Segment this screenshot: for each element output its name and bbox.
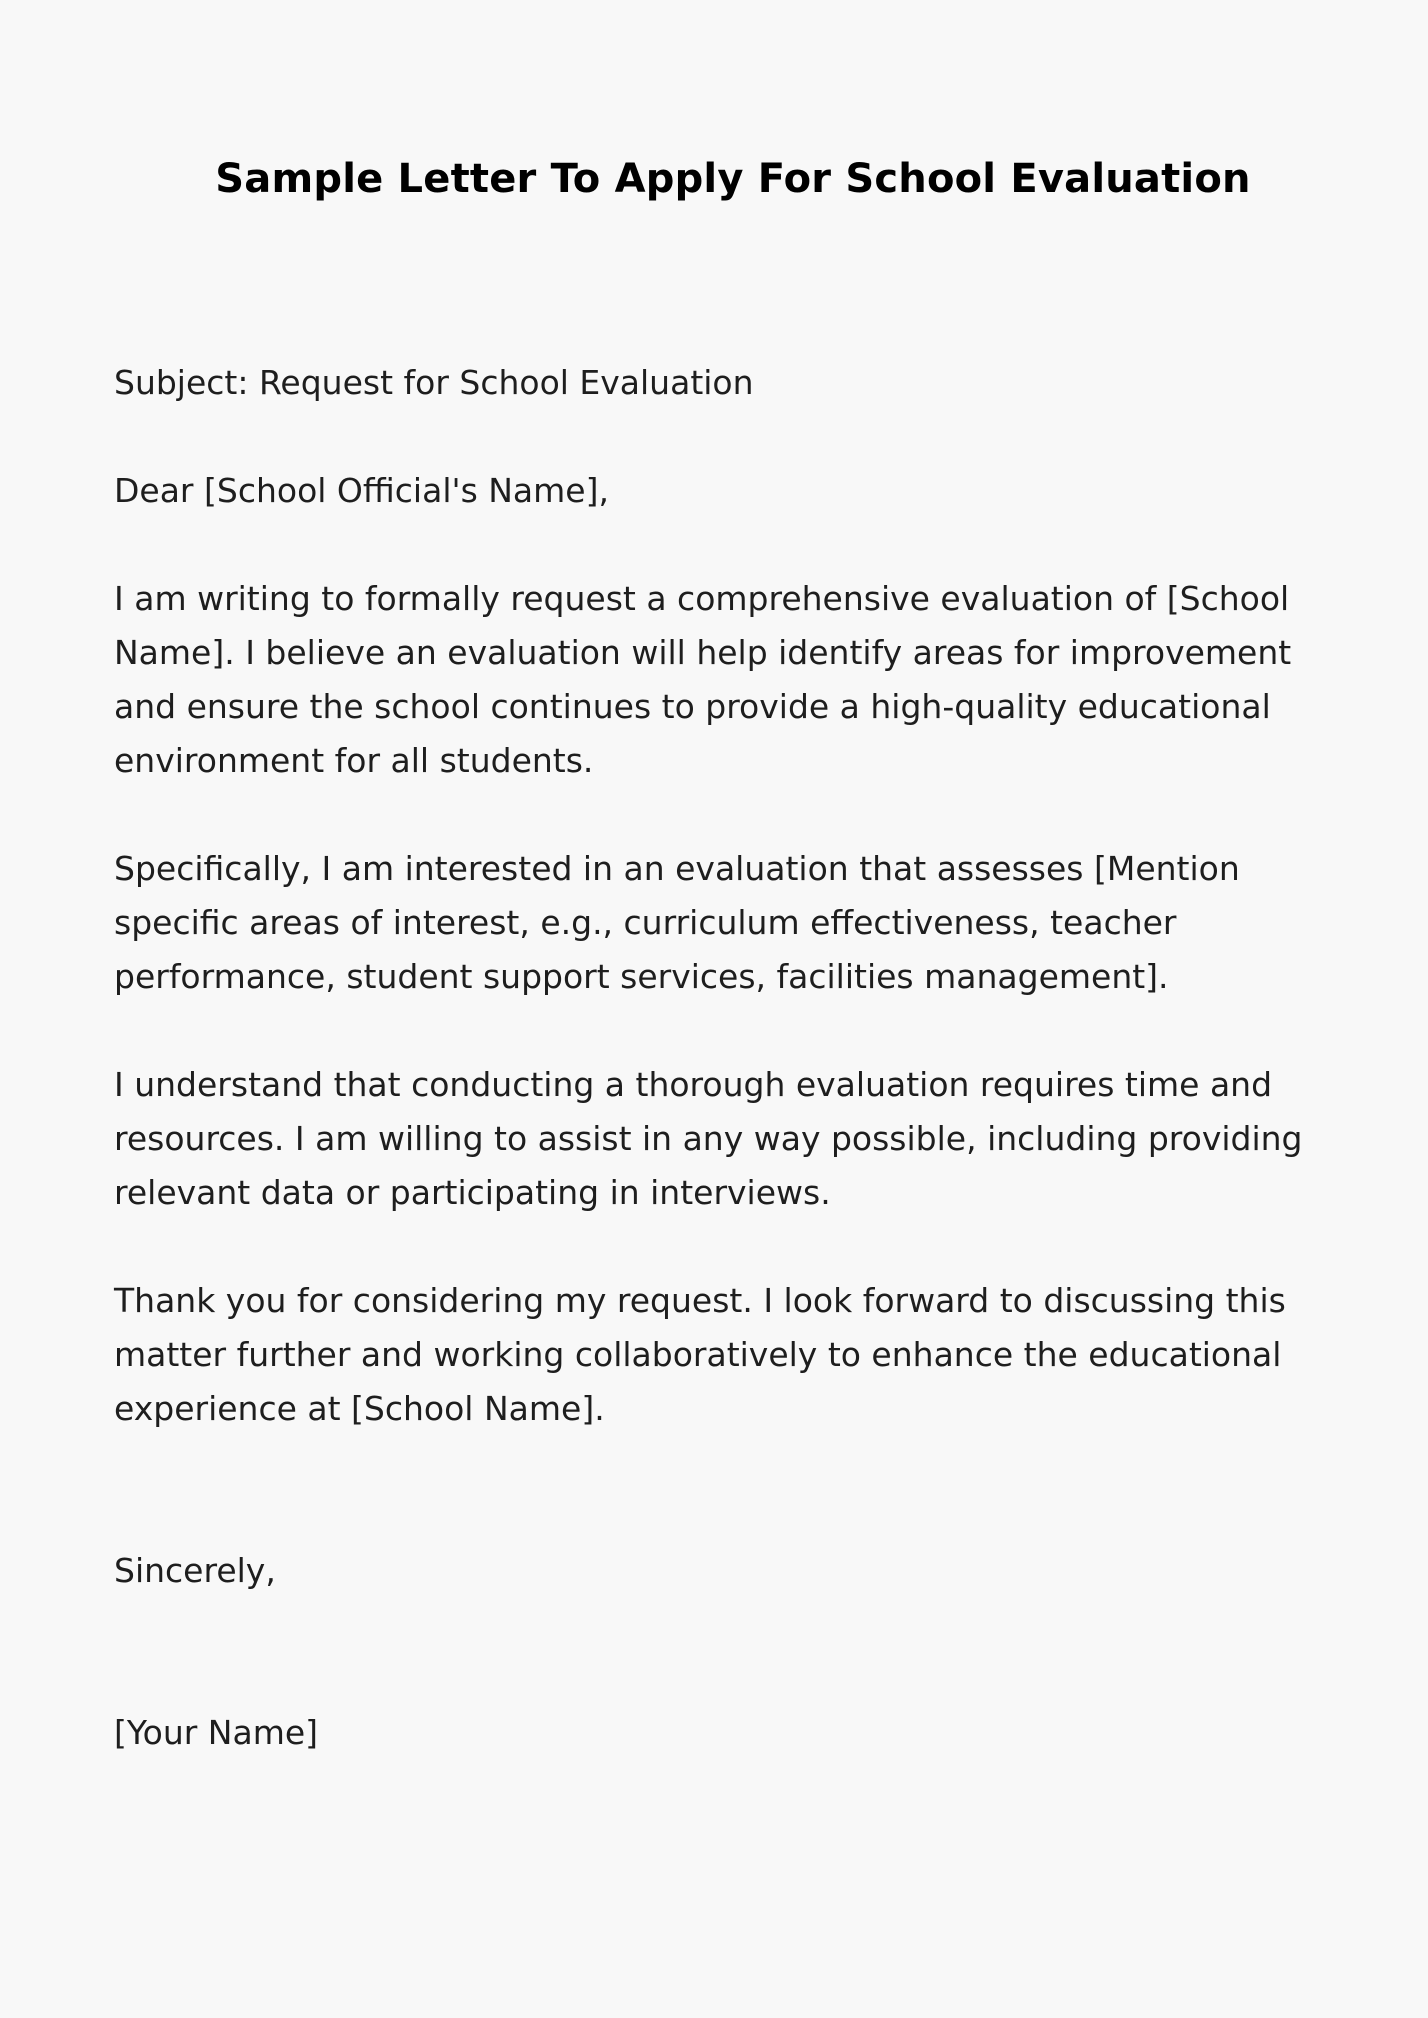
- letter-paragraph: Specifically, I am interested in an evaluation that assesses [Mention specific areas of interest, e.g., curriculum effectiveness, teacher performance, student support services, facilities management].: [114, 849, 1240, 996]
- letter-title: Sample Letter To Apply For School Evaluation: [215, 155, 1251, 202]
- letter-paragraph: I understand that conducting a thorough evaluation requires time and resources. I am willing to assist in any way possible, including providing relevant data or participating in interviews.: [114, 1065, 1303, 1212]
- letter-paragraph: I am writing to formally request a comprehensive evaluation of [School Name]. I believe an evaluation will help identify areas for improvement and ensure the school continues to provide a high-quality educational environment for all students.: [114, 579, 1292, 780]
- letter-salutation: Dear [School Official's Name],: [114, 471, 609, 510]
- letter-subject: Subject: Request for School Evaluation: [114, 363, 754, 402]
- letter-signature: [Your Name]: [114, 1713, 319, 1752]
- letter-paragraph: Thank you for considering my request. I look forward to discussing this matter further and working collaboratively to enhance the educational experience at [School Name].: [114, 1281, 1286, 1428]
- letter-closing: Sincerely,: [114, 1551, 276, 1590]
